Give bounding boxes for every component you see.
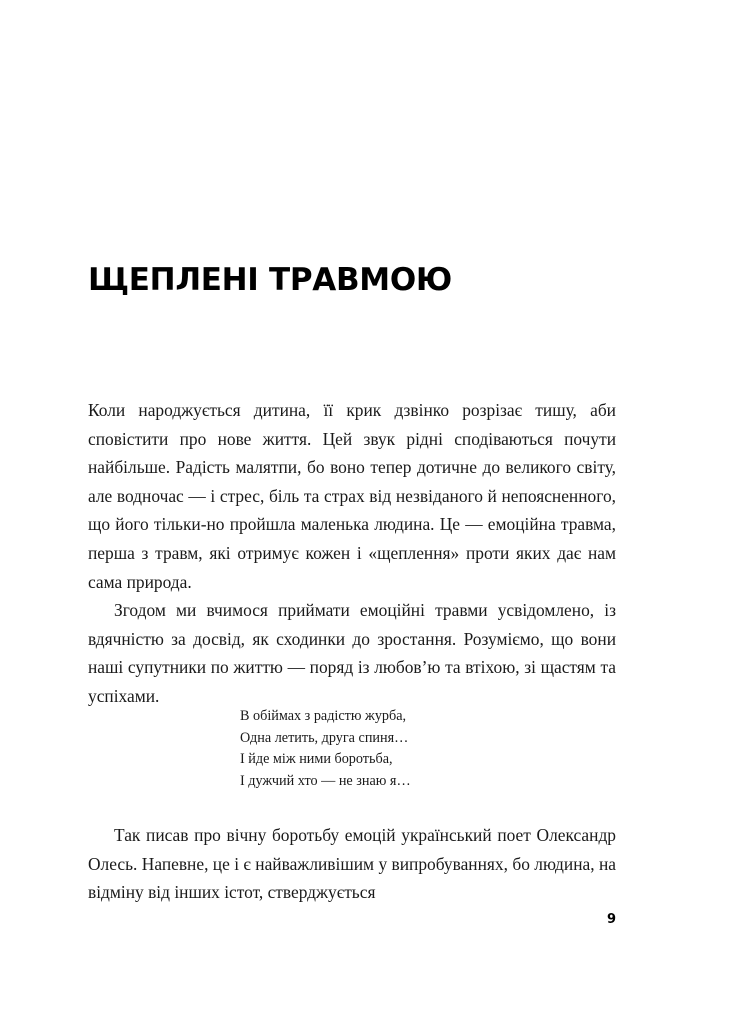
poem-line: Одна летить, друга спиня… (240, 729, 409, 746)
poem-block (240, 706, 570, 792)
body-text-block-bottom (88, 821, 616, 907)
page-content (88, 0, 616, 1024)
page-number: 9 (606, 912, 616, 927)
poem-line: І дужчий хто — не знаю я… (240, 772, 411, 789)
chapter-title: ЩЕПЛЕНІ ТРАВМОЮ (88, 261, 452, 298)
body-text-block-top (88, 396, 616, 711)
poem-line: І йде між ними боротьба, (240, 751, 393, 767)
paragraph-1: Коли народжується дитина, її крик дзвінко розрізає тишу, аби сповістити про нове життя. Цей звук рідні сподіваються почути найбільше. Радість малятпи, бо воно тепер дотичне до великого світу, але водночас — і стрес, біль та страх від незвіданого й непоясненного, що його тільки-но пройшла маленька людина. Це — емоційна травма, перша з травм, які отримує кожен і «щеплення» проти яких дає нам сама природа. (88, 400, 616, 592)
paragraph-3: Так писав про вічну боротьбу емоцій український поет Олександр Олесь. Напевне, це і є найважливішим у випробуваннях, бо людина, на відміну від інших істот, стверджується (88, 825, 616, 903)
paragraph-2: Згодом ми вчимося приймати емоційні травми усвідомлено, із вдячністю за досвід, як сходинки до зростання. Розуміємо, що вони наші супутники по життю — поряд із любов’ю та втіхою, зі щастям та успіхами. (88, 600, 616, 706)
poem-line: В обіймах з радістю журба, (240, 708, 407, 724)
